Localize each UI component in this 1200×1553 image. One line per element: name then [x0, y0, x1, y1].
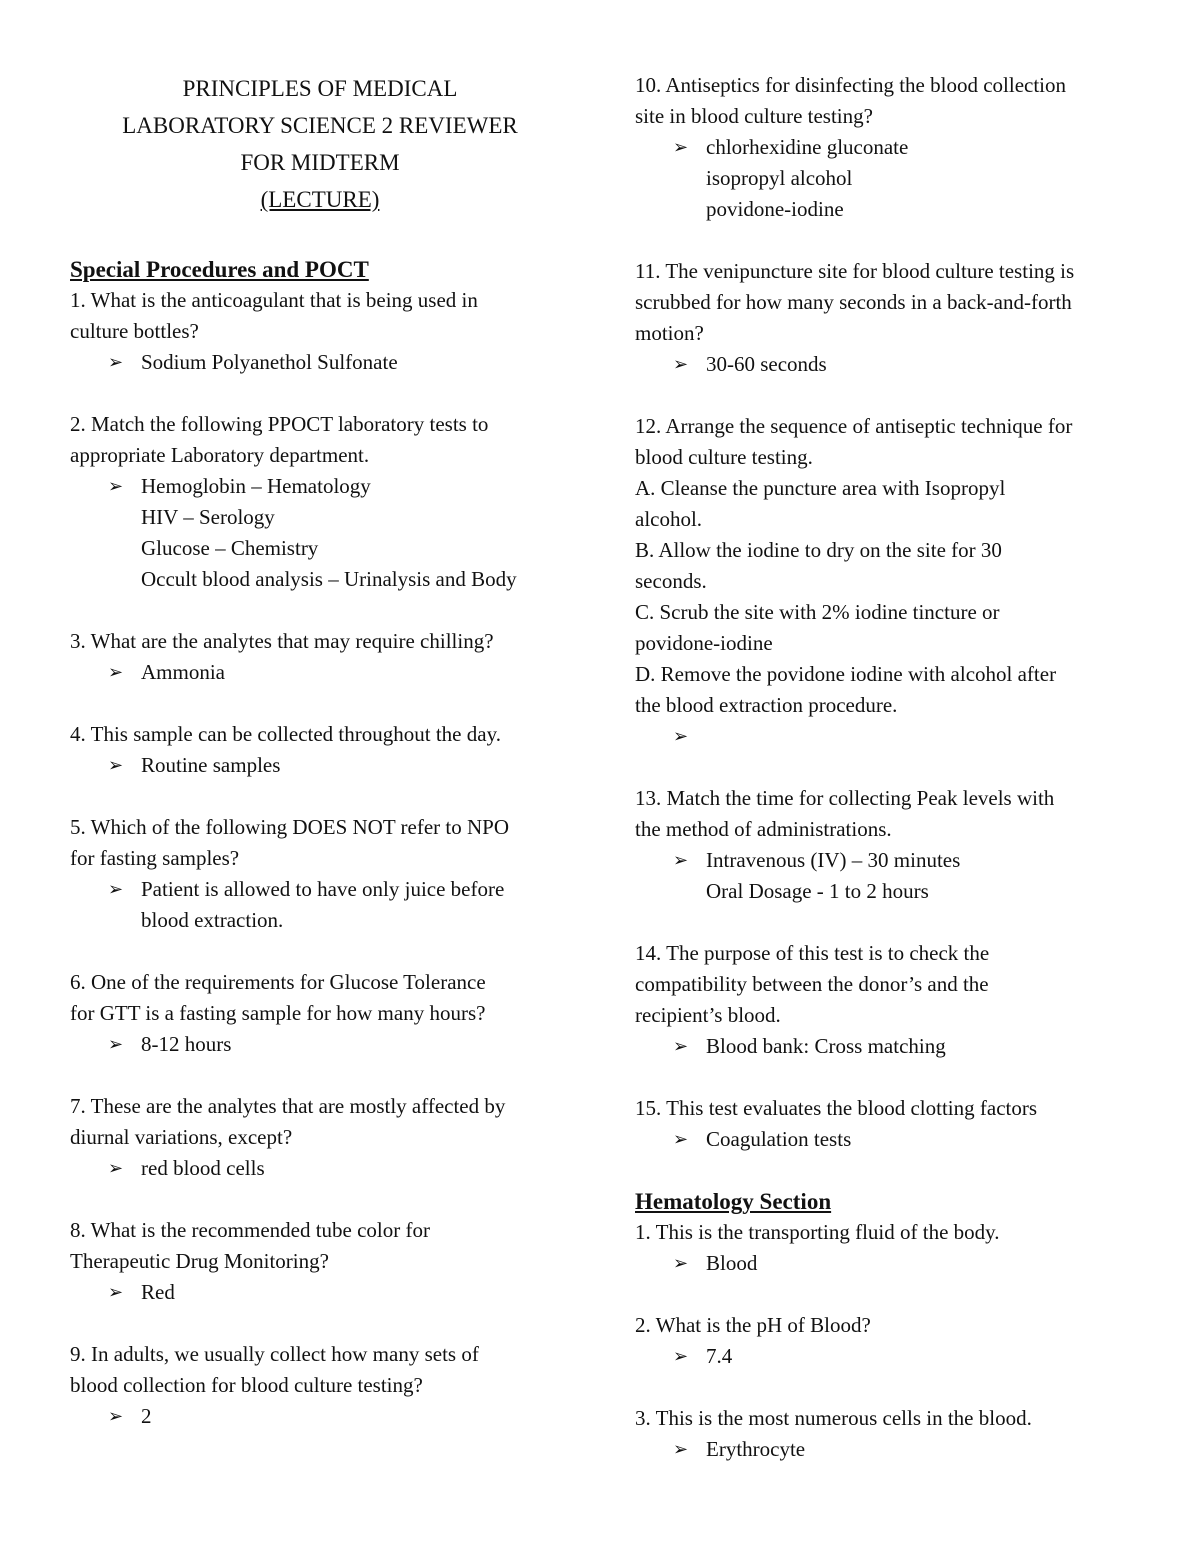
answer: [635, 721, 1135, 752]
arrowhead-bullet-icon: ➢: [673, 137, 689, 157]
arrowhead-bullet-icon: ➢: [108, 662, 124, 682]
answer-line: Intravenous (IV) – 30 minutes: [706, 848, 961, 872]
arrowhead-bullet-icon: ➢: [108, 476, 124, 496]
question-item: [635, 256, 1135, 380]
question-line: scrubbed for how many seconds in a back-and-forth: [635, 290, 1072, 314]
question-item: [635, 783, 1135, 907]
answer-line: [706, 721, 1135, 752]
question-item: [70, 1339, 570, 1432]
answer: [70, 471, 570, 595]
answer: [635, 1248, 1135, 1279]
question-text: [635, 783, 1135, 845]
question-item: [70, 626, 570, 688]
question-line: recipient’s blood.: [635, 1003, 781, 1027]
answer: [70, 1401, 570, 1432]
question-item: [635, 938, 1135, 1062]
section-heading-special-procedures: Special Procedures and POCT: [70, 257, 369, 282]
question-item: [635, 1403, 1135, 1465]
arrowhead-bullet-icon: ➢: [108, 1282, 124, 1302]
question-line: compatibility between the donor’s and the: [635, 972, 989, 996]
answer: [70, 347, 570, 378]
answer-line: Routine samples: [141, 753, 281, 777]
answer: [635, 1341, 1135, 1372]
answer: [70, 874, 570, 936]
question-item: [70, 409, 570, 595]
title-line: PRINCIPLES OF MEDICAL: [182, 76, 458, 101]
question-line: culture bottles?: [70, 319, 199, 343]
section-heading-hematology: Hematology Section: [635, 1189, 832, 1214]
question-line: for fasting samples?: [70, 846, 240, 870]
question-line: appropriate Laboratory department.: [70, 443, 370, 467]
question-line: 15. This test evaluates the blood clotting factors: [635, 1096, 1038, 1120]
arrowhead-bullet-icon: ➢: [673, 354, 689, 374]
answer-line: povidone-iodine: [706, 197, 844, 221]
question-line: 7. These are the analytes that are mostly affected by: [70, 1094, 506, 1118]
arrowhead-bullet-icon: ➢: [673, 726, 689, 746]
question-line: alcohol.: [635, 507, 703, 531]
title-line: (LECTURE): [260, 187, 380, 212]
answer-line: Glucose – Chemistry: [141, 536, 319, 560]
question-line: 13. Match the time for collecting Peak levels with: [635, 786, 1055, 810]
answer-line: Red: [141, 1280, 175, 1304]
arrowhead-bullet-icon: ➢: [673, 1346, 689, 1366]
question-item: [635, 1217, 1135, 1279]
question-text: [635, 1093, 1135, 1124]
question-text: [70, 1091, 570, 1153]
answer: [70, 1277, 570, 1308]
answer: [70, 1029, 570, 1060]
answer: [70, 750, 570, 781]
question-line: motion?: [635, 321, 704, 345]
answer-line: Sodium Polyanethol Sulfonate: [141, 350, 398, 374]
question-item: [70, 1091, 570, 1184]
question-line: 14. The purpose of this test is to check the: [635, 941, 990, 965]
question-line: 2. What is the pH of Blood?: [635, 1313, 871, 1337]
question-line: 3. What are the analytes that may require chilling?: [70, 629, 494, 653]
question-text: [70, 812, 570, 874]
question-line: 5. Which of the following DOES NOT refer to NPO: [70, 815, 509, 839]
answer-line: chlorhexidine gluconate: [706, 135, 909, 159]
answer-line: isopropyl alcohol: [706, 166, 853, 190]
answer-line: Oral Dosage - 1 to 2 hours: [706, 879, 929, 903]
question-text: [635, 1217, 1135, 1248]
question-text: [635, 411, 1135, 721]
question-line: 1. This is the transporting fluid of the body.: [635, 1220, 1000, 1244]
question-line: 2. Match the following PPOCT laboratory tests to: [70, 412, 489, 436]
question-item: [635, 70, 1135, 225]
answer: [635, 1434, 1135, 1465]
title-line: FOR MIDTERM: [240, 150, 400, 175]
question-text: [635, 938, 1135, 1031]
answer: [70, 1153, 570, 1184]
question-line: 4. This sample can be collected throughout the day.: [70, 722, 501, 746]
arrowhead-bullet-icon: ➢: [108, 1034, 124, 1054]
arrowhead-bullet-icon: ➢: [108, 1158, 124, 1178]
question-line: povidone-iodine: [635, 631, 773, 655]
arrowhead-bullet-icon: ➢: [673, 1129, 689, 1149]
answer-line: HIV – Serology: [141, 505, 275, 529]
question-text: [70, 1215, 570, 1277]
question-text: [635, 1403, 1135, 1434]
answer-line: 7.4: [706, 1344, 733, 1368]
answer-line: blood extraction.: [141, 908, 284, 932]
question-line: the blood extraction procedure.: [635, 693, 898, 717]
answer-line: Coagulation tests: [706, 1127, 852, 1151]
question-line: diurnal variations, except?: [70, 1125, 293, 1149]
question-line: B. Allow the iodine to dry on the site for 30: [635, 538, 1002, 562]
question-item: [635, 1310, 1135, 1372]
question-line: A. Cleanse the puncture area with Isopropyl: [635, 476, 1006, 500]
question-line: 8. What is the recommended tube color for: [70, 1218, 430, 1242]
answer: [635, 1124, 1135, 1155]
answer-line: Occult blood analysis – Urinalysis and Body: [141, 567, 517, 591]
answer-line: Erythrocyte: [706, 1437, 806, 1461]
question-line: Therapeutic Drug Monitoring?: [70, 1249, 329, 1273]
question-line: blood collection for blood culture testing?: [70, 1373, 423, 1397]
question-line: blood culture testing.: [635, 445, 813, 469]
question-item: [635, 411, 1135, 752]
question-item: [70, 285, 570, 378]
question-line: 1. What is the anticoagulant that is being used in: [70, 288, 478, 312]
answer-line: Patient is allowed to have only juice before: [141, 877, 505, 901]
arrowhead-bullet-icon: ➢: [673, 1253, 689, 1273]
arrowhead-bullet-icon: ➢: [673, 1036, 689, 1056]
answer-line: Blood: [706, 1251, 758, 1275]
answer-line: red blood cells: [141, 1156, 265, 1180]
question-text: [70, 409, 570, 471]
answer-line: 2: [141, 1404, 152, 1428]
arrowhead-bullet-icon: ➢: [108, 1406, 124, 1426]
question-line: D. Remove the povidone iodine with alcohol after: [635, 662, 1057, 686]
answer: [635, 1031, 1135, 1062]
answer: [635, 349, 1135, 380]
title-line: LABORATORY SCIENCE 2 REVIEWER: [122, 113, 518, 138]
question-line: 12. Arrange the sequence of antiseptic technique for: [635, 414, 1073, 438]
question-line: 11. The venipuncture site for blood culture testing is: [635, 259, 1075, 283]
question-line: site in blood culture testing?: [635, 104, 873, 128]
arrowhead-bullet-icon: ➢: [108, 352, 124, 372]
answer-line: Blood bank: Cross matching: [706, 1034, 946, 1058]
question-text: [70, 285, 570, 347]
question-item: [70, 719, 570, 781]
question-line: seconds.: [635, 569, 707, 593]
question-line: 10. Antiseptics for disinfecting the blood collection: [635, 73, 1067, 97]
answer-line: 8-12 hours: [141, 1032, 232, 1056]
question-text: [70, 967, 570, 1029]
answer-line: Ammonia: [141, 660, 225, 684]
question-line: for GTT is a fasting sample for how many hours?: [70, 1001, 486, 1025]
answer: [635, 132, 1135, 225]
answer: [70, 657, 570, 688]
question-item: [635, 1093, 1135, 1155]
question-text: [635, 256, 1135, 349]
question-line: 3. This is the most numerous cells in the blood.: [635, 1406, 1032, 1430]
question-text: [70, 1339, 570, 1401]
question-item: [70, 967, 570, 1060]
question-text: [70, 719, 570, 750]
arrowhead-bullet-icon: ➢: [673, 1439, 689, 1459]
question-text: [635, 70, 1135, 132]
arrowhead-bullet-icon: ➢: [673, 850, 689, 870]
question-line: C. Scrub the site with 2% iodine tincture or: [635, 600, 1000, 624]
arrowhead-bullet-icon: ➢: [108, 879, 124, 899]
question-line: the method of administrations.: [635, 817, 892, 841]
answer: [635, 845, 1135, 907]
answer-line: 30-60 seconds: [706, 352, 827, 376]
question-line: 9. In adults, we usually collect how many sets of: [70, 1342, 479, 1366]
question-item: [70, 1215, 570, 1308]
left-column: [70, 70, 570, 1463]
question-line: 6. One of the requirements for Glucose Tolerance: [70, 970, 486, 994]
answer-line: Hemoglobin – Hematology: [141, 474, 371, 498]
document-title: [70, 70, 570, 218]
arrowhead-bullet-icon: ➢: [108, 755, 124, 775]
question-text: [635, 1310, 1135, 1341]
question-text: [70, 626, 570, 657]
right-column: [635, 70, 1135, 1496]
question-item: [70, 812, 570, 936]
